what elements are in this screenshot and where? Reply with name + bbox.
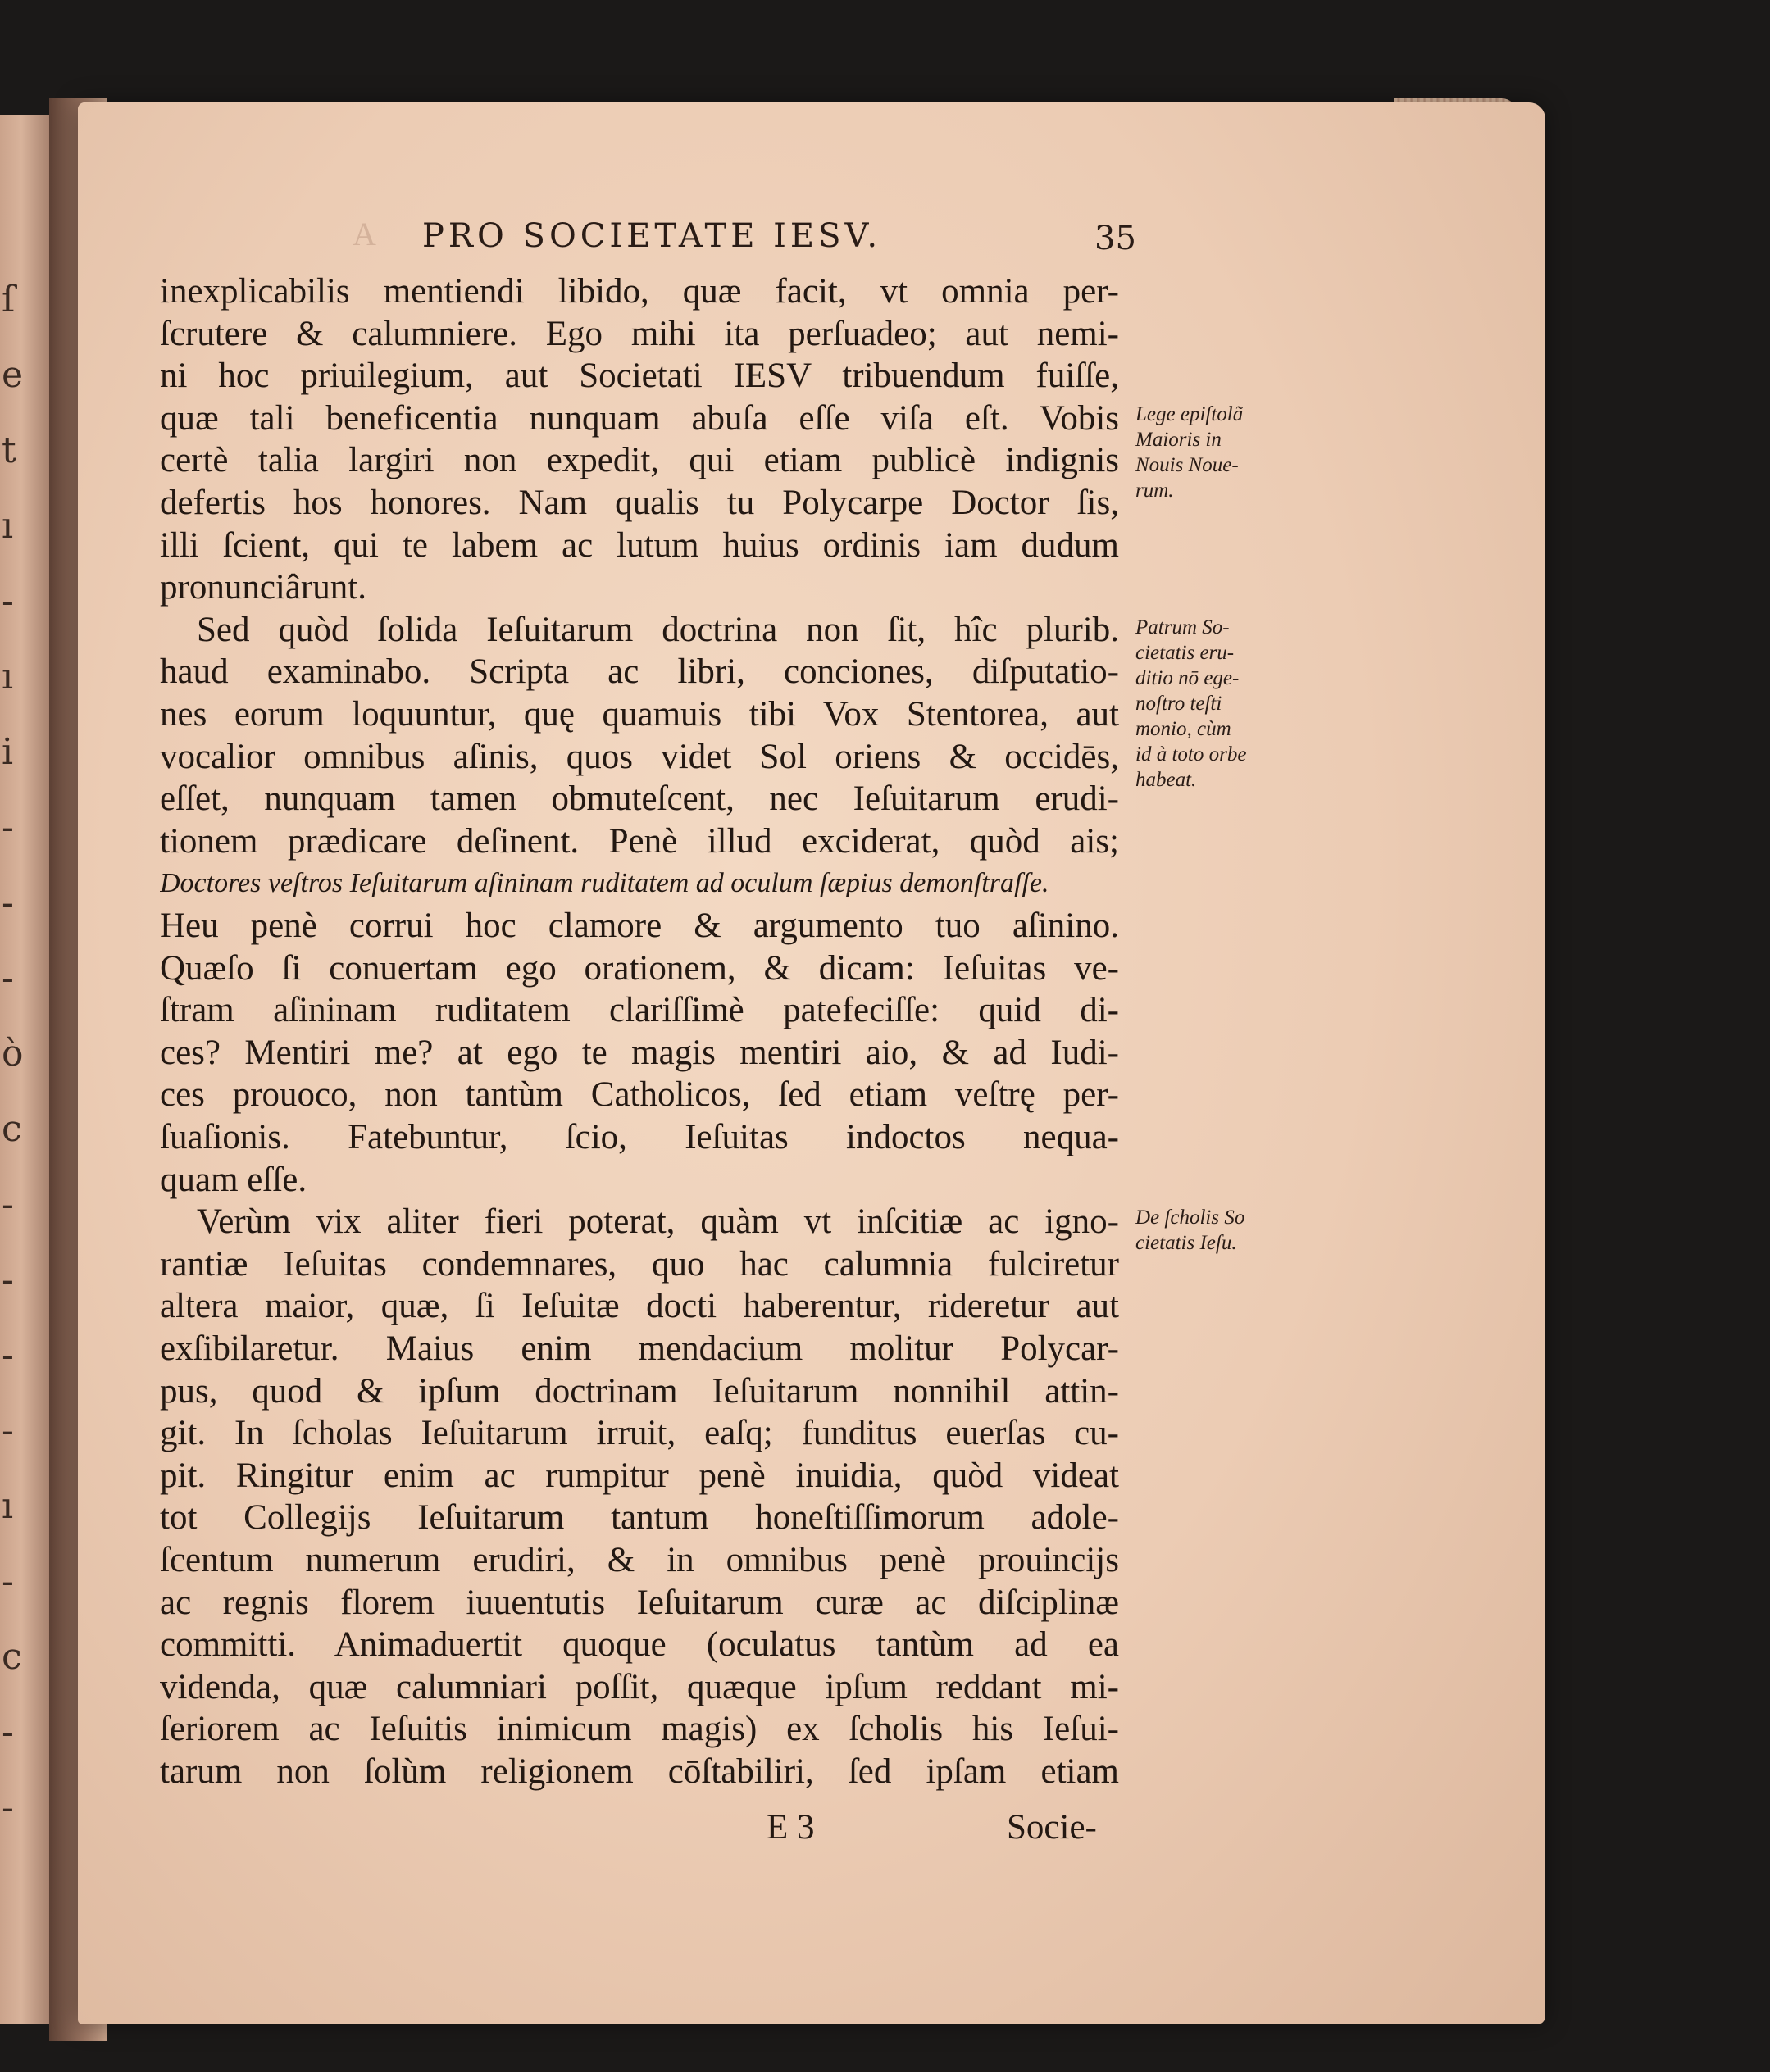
margin-note-patrum-eruditio-line: habeat.	[1135, 769, 1197, 791]
body-line: defertis hos honores. Nam qualis tu Polycarpe Doctor ſis,	[160, 484, 1119, 522]
margin-note-de-scholis-line: De ſcholis So	[1135, 1206, 1245, 1229]
left-page-fragment: -	[2, 1711, 14, 1753]
left-page-fragment: ı	[2, 1485, 14, 1527]
quoted-italic-line: Doctores veſtros Ieſuitarum aſininam ruditatem ad oculum ſæpius demonſtraſſe.	[160, 868, 1049, 899]
left-page-fragment: i	[2, 731, 14, 773]
margin-note-patrum-eruditio-line: ditio nō ege-	[1135, 667, 1240, 689]
margin-note-lege-epistola-line: Nouis Noue-	[1135, 454, 1239, 476]
margin-note-lege-epistola-line: rum.	[1135, 479, 1174, 502]
margin-note-lege-epistola-line: Lege epiſtolã	[1135, 403, 1244, 425]
body-line: tionem prædicare deſinent. Penè illud exciderat, quòd ais;	[160, 821, 1119, 861]
body-line: Heu penè corrui hoc clamore & argumento tuo aſinino.	[160, 906, 1119, 945]
page-number: 35	[1094, 220, 1136, 257]
margin-note-de-scholis-line: cietatis Ieſu.	[1135, 1232, 1237, 1254]
body-line: tot Collegijs Ieſuitarum tantum honeſtiſſimorum adole-	[160, 1498, 1119, 1538]
body-line: pronunciârunt.	[160, 568, 366, 607]
body-line: quæ tali beneficentia nunquam abuſa eſſe viſa eſt. Vobis	[160, 398, 1119, 438]
body-line: ſeriorem ac Ieſuitis inimicum magis) ex ſcholis his Ieſui-	[160, 1710, 1119, 1749]
margin-note-patrum-eruditio-line: Patrum So-	[1135, 616, 1230, 638]
margin-note-patrum-eruditio-line: id à toto orbe	[1135, 743, 1247, 766]
body-line: inexplicabilis mentiendi libido, quæ facit, vt omnia per-	[160, 272, 1119, 311]
body-line: videnda, quæ calumniari poſſit, quæque ipſum reddant mi-	[160, 1667, 1119, 1706]
body-line: certè talia largiri non expedit, qui etiam publicè indignis	[160, 441, 1119, 480]
left-page-fragment: -	[2, 580, 14, 622]
left-page-fragment: e	[2, 354, 24, 396]
body-line: ſuaſionis. Fatebuntur, ſcio, Ieſuitas indoctos nequa-	[160, 1118, 1119, 1156]
catchword: Socie-	[1007, 1808, 1097, 1847]
left-page-fragment: -	[2, 1259, 14, 1301]
margin-note-lege-epistola-line: Maioris in	[1135, 429, 1222, 451]
margin-note-patrum-eruditio-line: cietatis eru-	[1135, 642, 1235, 664]
body-line: Quæſo ſi conuertam ego orationem, & dicam: Ieſuitas ve-	[160, 948, 1119, 988]
body-line: ces? Mentiri me? at ego te magis mentiri aio, & ad Iudi-	[160, 1033, 1119, 1072]
left-page-fragment: ı	[2, 505, 14, 547]
body-line: ni hoc priuilegium, aut Societati IESV tribuendum fuiſſe,	[160, 357, 1119, 396]
left-page-fragment: -	[2, 1334, 14, 1376]
margin-note-patrum-eruditio-line: monio, cùm	[1135, 718, 1231, 740]
margin-note-patrum-eruditio-line: noſtro teſti	[1135, 693, 1222, 715]
body-line: committi. Animaduertit quoque (oculatus tantùm ad ea	[160, 1625, 1119, 1665]
body-line: eſſet, nunquam tamen obmuteſcent, nec Ieſuitarum erudi-	[160, 779, 1119, 819]
left-page-fragment: -	[2, 1561, 14, 1602]
body-line: Verùm vix aliter fieri poterat, quàm vt inſcitiæ ac igno-	[197, 1202, 1119, 1242]
left-page-fragment: ò	[2, 1033, 24, 1075]
left-page-fragment: ı	[2, 656, 14, 697]
body-line: haud examinabo. Scripta ac libri, conciones, diſputatio-	[160, 652, 1119, 692]
show-through-ghost: A	[353, 216, 376, 252]
left-page-fragment: -	[2, 882, 14, 924]
left-page-fragment: t	[2, 429, 16, 471]
body-line: pus, quod & ipſum doctrinam Ieſuitarum nonnihil attin-	[160, 1371, 1119, 1411]
body-line: Sed quòd ſolida Ieſuitarum doctrina non ſit, hîc plurib.	[197, 610, 1119, 649]
body-line: ces prouoco, non tantùm Catholicos, ſed etiam veſtrę per-	[160, 1075, 1119, 1115]
left-page-fragment: c	[2, 1108, 22, 1150]
left-page-fragment: -	[2, 1410, 14, 1452]
body-line: ſcentum numerum erudiri, & in omnibus penè prouincijs	[160, 1541, 1119, 1579]
body-line: vocalior omnibus aſinis, quos videt Sol oriens & occidēs,	[160, 737, 1119, 776]
signature-mark: E 3	[767, 1808, 815, 1847]
left-page-fragment: -	[2, 957, 14, 999]
body-line: rantiæ Ieſuitas condemnares, quo hac calumnia fulciretur	[160, 1244, 1119, 1284]
running-head: PRO SOCIETATE IESV.	[422, 217, 882, 255]
left-page-fragment: -	[2, 1184, 14, 1225]
body-line: pit. Ringitur enim ac rumpitur penè inuidia, quòd videat	[160, 1456, 1119, 1495]
body-line: illi ſcient, qui te labem ac lutum huius ordinis iam dudum	[160, 525, 1119, 565]
body-line: ac regnis florem iuuentutis Ieſuitarum curæ ac diſciplinæ	[160, 1583, 1119, 1622]
left-page-fragment: c	[2, 1636, 22, 1678]
body-line: altera maior, quæ, ſi Ieſuitæ docti haberentur, rideretur aut	[160, 1287, 1119, 1326]
body-line: tarum non ſolùm religionem cōſtabiliri, ſed ipſam etiam	[160, 1752, 1119, 1791]
body-line: exſibilaretur. Maius enim mendacium molitur Polycar-	[160, 1329, 1119, 1368]
body-line: git. In ſcholas Ieſuitarum irruit, eaſq; funditus euerſas cu-	[160, 1414, 1119, 1453]
body-line: quam eſſe.	[160, 1160, 307, 1199]
body-line: ſcrutere & calumniere. Ego mihi ita perſuadeo; aut nemi-	[160, 314, 1119, 353]
left-page-fragment: -	[2, 807, 14, 848]
left-page-fragment: ſ	[2, 279, 16, 320]
body-line: nes eorum loquuntur, quę quamuis tibi Vox Stentorea, aut	[160, 695, 1119, 734]
body-line: ſtram aſininam ruditatem clariſſimè patefeciſſe: quid di-	[160, 991, 1119, 1030]
left-page-fragment: -	[2, 1787, 14, 1829]
